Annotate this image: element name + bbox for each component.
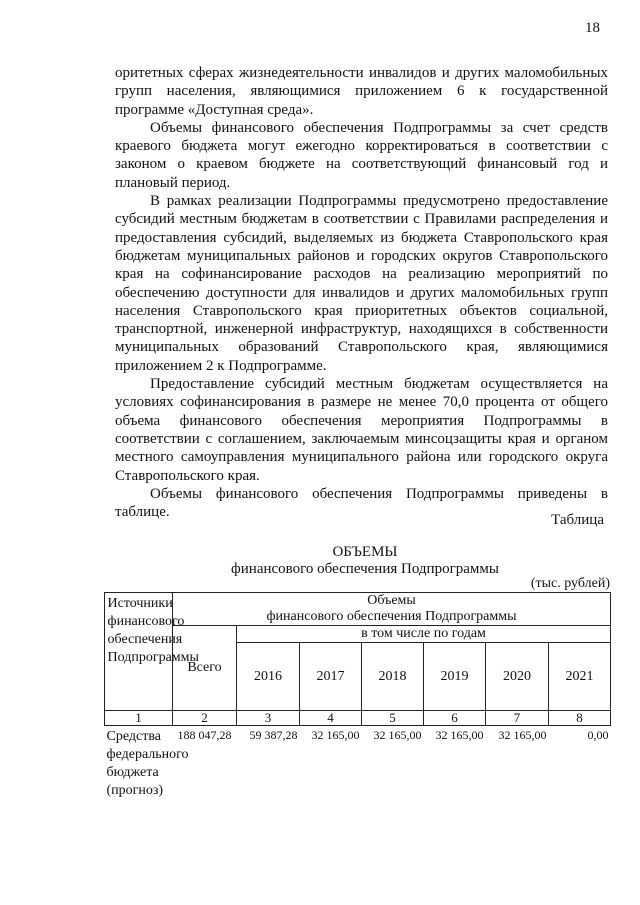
row-value: 0,00 <box>587 728 609 742</box>
row-source: Средства федерального бюджета (прогноз) <box>106 729 189 798</box>
header-year: 2016 <box>237 643 300 711</box>
header-volumes: Объемы финансового обеспечения Подпрограммы <box>173 593 611 626</box>
column-number: 6 <box>424 711 486 726</box>
column-number: 7 <box>486 711 549 726</box>
table-row <box>105 726 611 801</box>
column-number: 1 <box>105 711 173 726</box>
row-value: 32 165,00 <box>373 728 422 742</box>
funding-table <box>104 592 611 800</box>
header-year: 2019 <box>424 643 486 711</box>
page-number: 18 <box>585 20 600 36</box>
column-number: 5 <box>362 711 424 726</box>
row-value: 32 165,00 <box>435 728 484 742</box>
paragraph: Объемы финансового обеспечения Подпрограммы приведены в таблице. <box>115 485 608 521</box>
row-total: 188 047,28 <box>177 728 232 742</box>
body-text <box>115 64 608 521</box>
column-number: 4 <box>300 711 362 726</box>
paragraph: В рамках реализации Подпрограммы предусмотрено предоставление субсидий местным бюджетам в соответствии с Правилами распределения и предоставления субсидий, выделяемых из бюджета Ставропольского края бюджетам муниципальных районов и городских округов Ставропольского края на софинансирование расходов на реализацию мероприятий по обеспечению доступности для инвалидов и других маломобильных групп населения Ставропольского края приоритетных объектов социальной, транспортной, инженерной инфраструктур, находящихся в собственности муниципальных образований Ставропольского края, являющимися приложением 2 к Подпрограмме. <box>115 193 608 374</box>
paragraph: Объемы финансового обеспечения Подпрограммы за счет средств краевого бюджета могут ежегодно корректироваться в соответствии с законом о краевом бюджете на соответствующий финансовый год и плановый период. <box>115 119 608 191</box>
column-number: 8 <box>549 711 611 726</box>
header-year: 2020 <box>486 643 549 711</box>
paragraph: оритетных сферах жизнедеятельности инвалидов и других маломобильных групп населения, являющимися приложением 6 к государственной программе «Доступная среда». <box>115 65 608 118</box>
units-label: (тыс. рублей) <box>530 576 610 591</box>
header-year: 2017 <box>300 643 362 711</box>
column-number: 2 <box>173 711 237 726</box>
header-year: 2021 <box>549 643 611 711</box>
table-subtitle: финансового обеспечения Подпрограммы <box>231 561 499 577</box>
header-by-years: в том числе по годам <box>237 626 611 643</box>
table-title: ОБЪЕМЫ <box>332 544 398 560</box>
paragraph: Предоставление субсидий местным бюджетам осуществляется на условиях софинансирования в размере не менее 70,0 процента от общего объема финансового обеспечения мероприятия Подпрограммы в соответствии с соглашением, заключаемым минсоцзащиты края и органом местного самоуправления муниципального района или городского округа Ставропольского края. <box>115 376 608 484</box>
table-label: Таблица <box>551 512 604 528</box>
row-value: 32 165,00 <box>311 728 360 742</box>
header-total: Всего <box>173 626 237 711</box>
header-source: Источники финансового обеспечения Подпрограммы <box>105 593 173 711</box>
column-number: 3 <box>237 711 300 726</box>
row-value: 59 387,28 <box>249 728 298 742</box>
header-year: 2018 <box>362 643 424 711</box>
row-value: 32 165,00 <box>498 728 547 742</box>
